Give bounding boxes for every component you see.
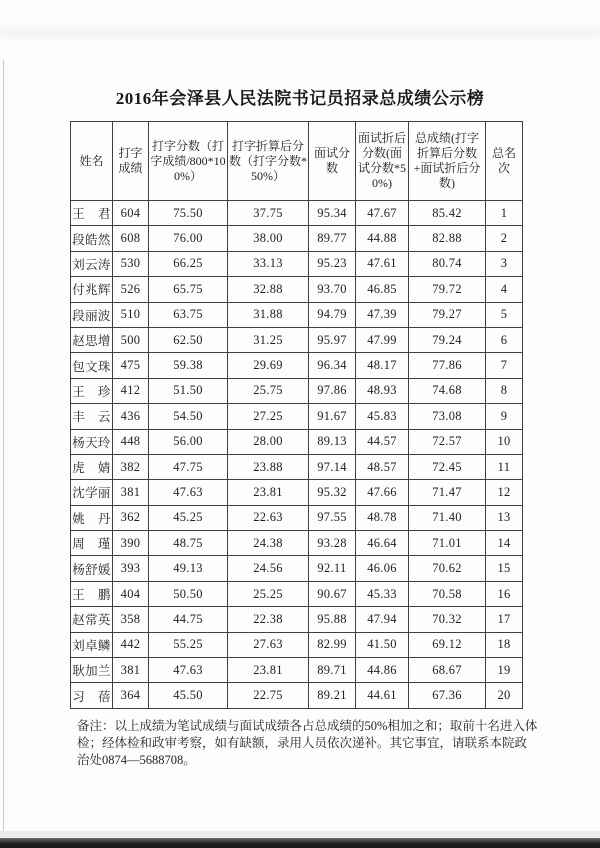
- table-cell: 79.27: [409, 302, 486, 327]
- table-cell: 89.21: [309, 683, 356, 708]
- table-cell: 24.56: [228, 556, 309, 581]
- table-cell: 530: [113, 251, 149, 276]
- table-cell: 37.75: [228, 201, 309, 226]
- table-cell: 71.01: [409, 531, 486, 556]
- table-cell: 382: [113, 454, 149, 479]
- table-cell: 381: [113, 658, 149, 683]
- table-row: [71, 226, 523, 251]
- table-cell: 22.75: [228, 683, 309, 708]
- table-cell: 付兆辉: [71, 277, 113, 302]
- table-cell: 8: [486, 378, 523, 403]
- table-cell: 82.99: [309, 632, 356, 657]
- table-cell: 63.75: [149, 302, 228, 327]
- note-line: 备注：以上成绩为笔试成绩与面试成绩各占总成绩的50%相加之和；取前十名进入体: [77, 719, 538, 733]
- table-cell: 32.88: [228, 277, 309, 302]
- results-table: [70, 121, 523, 709]
- table-row: [71, 581, 523, 606]
- column-header: 面试折后分数(面试分数*50%): [356, 122, 409, 201]
- table-cell: 王 珍: [71, 378, 113, 403]
- table-cell: 赵常英: [71, 607, 113, 632]
- table-cell: 381: [113, 480, 149, 505]
- table-cell: 75.50: [149, 201, 228, 226]
- table-cell: 604: [113, 201, 149, 226]
- table-cell: 6: [486, 327, 523, 352]
- table-cell: 66.25: [149, 251, 228, 276]
- table-cell: 96.34: [309, 353, 356, 378]
- table-cell: 68.67: [409, 658, 486, 683]
- table-cell: 23.88: [228, 454, 309, 479]
- table-cell: 24.38: [228, 531, 309, 556]
- table-cell: 74.68: [409, 378, 486, 403]
- table-cell: 9: [486, 404, 523, 429]
- table-cell: 包文珠: [71, 353, 113, 378]
- table-cell: 2: [486, 226, 523, 251]
- table-cell: 44.88: [356, 226, 409, 251]
- table-cell: 38.00: [228, 226, 309, 251]
- table-row: [71, 404, 523, 429]
- table-cell: 17: [486, 607, 523, 632]
- table-cell: 22.38: [228, 607, 309, 632]
- table-cell: 70.32: [409, 607, 486, 632]
- table-cell: 赵思增: [71, 327, 113, 352]
- column-header: 总名次: [486, 122, 523, 201]
- table-cell: 47.67: [356, 201, 409, 226]
- table-cell: 耿加兰: [71, 658, 113, 683]
- table-cell: 82.88: [409, 226, 486, 251]
- table-cell: 72.45: [409, 454, 486, 479]
- table-row: [71, 302, 523, 327]
- table-cell: 16: [486, 581, 523, 606]
- table-cell: 杨舒媛: [71, 556, 113, 581]
- table-row: [71, 201, 523, 226]
- table-cell: 47.39: [356, 302, 409, 327]
- table-cell: 54.50: [149, 404, 228, 429]
- table-cell: 393: [113, 556, 149, 581]
- table-cell: 46.06: [356, 556, 409, 581]
- table-cell: 王 鹏: [71, 581, 113, 606]
- table-cell: 73.08: [409, 404, 486, 429]
- table-row: [71, 327, 523, 352]
- table-cell: 436: [113, 404, 149, 429]
- table-cell: 97.14: [309, 454, 356, 479]
- table-row: [71, 378, 523, 403]
- scan-bottom-edge: [0, 838, 600, 848]
- table-cell: 段丽波: [71, 302, 113, 327]
- table-cell: 93.70: [309, 277, 356, 302]
- scan-left-edge-line: [3, 60, 4, 848]
- table-cell: 69.12: [409, 632, 486, 657]
- table-cell: 95.97: [309, 327, 356, 352]
- table-cell: 79.24: [409, 327, 486, 352]
- table-row: [71, 632, 523, 657]
- table-cell: 29.69: [228, 353, 309, 378]
- column-header: 姓名: [71, 122, 113, 201]
- table-row: [71, 505, 523, 530]
- table-cell: 45.25: [149, 505, 228, 530]
- table-cell: 95.88: [309, 607, 356, 632]
- table-cell: 364: [113, 683, 149, 708]
- table-cell: 沈学丽: [71, 480, 113, 505]
- column-header: 打字折算后分数（打字分数*50%）: [228, 122, 309, 201]
- table-cell: 76.00: [149, 226, 228, 251]
- table-row: [71, 480, 523, 505]
- column-header: 面试分数: [309, 122, 356, 201]
- note: [77, 718, 538, 769]
- table-cell: 28.00: [228, 429, 309, 454]
- table-cell: 刘卓鳞: [71, 632, 113, 657]
- table-cell: 67.36: [409, 683, 486, 708]
- table-cell: 442: [113, 632, 149, 657]
- table-cell: 89.77: [309, 226, 356, 251]
- table-cell: 79.72: [409, 277, 486, 302]
- table-row: [71, 683, 523, 708]
- table-row: [71, 658, 523, 683]
- table-cell: 49.13: [149, 556, 228, 581]
- table-row: [71, 251, 523, 276]
- table-cell: 44.86: [356, 658, 409, 683]
- table-cell: 48.78: [356, 505, 409, 530]
- table-cell: 89.13: [309, 429, 356, 454]
- column-header: 打字成绩: [113, 122, 149, 201]
- table-row: [71, 429, 523, 454]
- table-cell: 13: [486, 505, 523, 530]
- table-cell: 500: [113, 327, 149, 352]
- table-cell: 19: [486, 658, 523, 683]
- table-cell: 97.86: [309, 378, 356, 403]
- table-cell: 姚 丹: [71, 505, 113, 530]
- table-cell: 45.83: [356, 404, 409, 429]
- table-cell: 46.85: [356, 277, 409, 302]
- table-cell: 10: [486, 429, 523, 454]
- scan-bottom-strip: [0, 831, 600, 838]
- table-cell: 59.38: [149, 353, 228, 378]
- table-cell: 51.50: [149, 378, 228, 403]
- table-cell: 18: [486, 632, 523, 657]
- table-cell: 94.79: [309, 302, 356, 327]
- table-cell: 89.71: [309, 658, 356, 683]
- table-cell: 23.81: [228, 658, 309, 683]
- table-cell: 91.67: [309, 404, 356, 429]
- column-header: 打字分数（打字成绩/800*100%）: [149, 122, 228, 201]
- table-row: [71, 531, 523, 556]
- column-header: 总成绩(打字折算后分数+面试折后分数): [409, 122, 486, 201]
- table-cell: 362: [113, 505, 149, 530]
- table-cell: 47.94: [356, 607, 409, 632]
- table-cell: 70.58: [409, 581, 486, 606]
- table-cell: 周 瑾: [71, 531, 113, 556]
- table-cell: 27.63: [228, 632, 309, 657]
- table-cell: 12: [486, 480, 523, 505]
- table-cell: 390: [113, 531, 149, 556]
- table-cell: 45.50: [149, 683, 228, 708]
- table-cell: 62.50: [149, 327, 228, 352]
- table-cell: 1: [486, 201, 523, 226]
- table-cell: 48.17: [356, 353, 409, 378]
- table-cell: 27.25: [228, 404, 309, 429]
- table-cell: 5: [486, 302, 523, 327]
- scan-noise-band: [0, 26, 600, 39]
- table-cell: 虎 婧: [71, 454, 113, 479]
- table-cell: 72.57: [409, 429, 486, 454]
- table-cell: 41.50: [356, 632, 409, 657]
- table-cell: 25.25: [228, 581, 309, 606]
- table-cell: 杨天玲: [71, 429, 113, 454]
- table-cell: 77.86: [409, 353, 486, 378]
- table-cell: 王 君: [71, 201, 113, 226]
- document-title: 2016年会泽县人民法院书记员招录总成绩公示榜: [115, 89, 485, 108]
- note-line: 检；经体检和政审考察，如有缺额，录用人员依次递补。其它事宜，请联系本院政: [77, 736, 528, 750]
- table-cell: 11: [486, 454, 523, 479]
- table-cell: 85.42: [409, 201, 486, 226]
- table-cell: 71.40: [409, 505, 486, 530]
- table-cell: 4: [486, 277, 523, 302]
- table-cell: 44.61: [356, 683, 409, 708]
- header-row: [71, 122, 523, 201]
- table-cell: 475: [113, 353, 149, 378]
- table-cell: 23.81: [228, 480, 309, 505]
- table-cell: 47.63: [149, 480, 228, 505]
- table-cell: 7: [486, 353, 523, 378]
- table-cell: 47.66: [356, 480, 409, 505]
- table-cell: 15: [486, 556, 523, 581]
- table-cell: 习 蓓: [71, 683, 113, 708]
- table-cell: 25.75: [228, 378, 309, 403]
- table-cell: 80.74: [409, 251, 486, 276]
- table-cell: 412: [113, 378, 149, 403]
- table-row: [71, 454, 523, 479]
- table-cell: 47.61: [356, 251, 409, 276]
- table-cell: 47.75: [149, 454, 228, 479]
- table-cell: 47.63: [149, 658, 228, 683]
- table-cell: 65.75: [149, 277, 228, 302]
- table-row: [71, 607, 523, 632]
- table-cell: 50.50: [149, 581, 228, 606]
- note-line: 治处0874—5688708。: [77, 753, 196, 767]
- table-cell: 段皓然: [71, 226, 113, 251]
- table-cell: 3: [486, 251, 523, 276]
- table-cell: 70.62: [409, 556, 486, 581]
- table-cell: 95.34: [309, 201, 356, 226]
- table-cell: 14: [486, 531, 523, 556]
- table-cell: 510: [113, 302, 149, 327]
- table-cell: 71.47: [409, 480, 486, 505]
- table-body: [71, 201, 523, 709]
- table-cell: 48.93: [356, 378, 409, 403]
- table-cell: 47.99: [356, 327, 409, 352]
- table-cell: 31.88: [228, 302, 309, 327]
- table-cell: 93.28: [309, 531, 356, 556]
- table-cell: 90.67: [309, 581, 356, 606]
- table-cell: 92.11: [309, 556, 356, 581]
- table-cell: 20: [486, 683, 523, 708]
- table-cell: 33.13: [228, 251, 309, 276]
- table-cell: 31.25: [228, 327, 309, 352]
- table-cell: 丰 云: [71, 404, 113, 429]
- table-cell: 44.75: [149, 607, 228, 632]
- table-cell: 526: [113, 277, 149, 302]
- table-row: [71, 353, 523, 378]
- table-cell: 404: [113, 581, 149, 606]
- table-cell: 48.57: [356, 454, 409, 479]
- table-cell: 55.25: [149, 632, 228, 657]
- table-cell: 46.64: [356, 531, 409, 556]
- table-cell: 358: [113, 607, 149, 632]
- table-cell: 45.33: [356, 581, 409, 606]
- table-cell: 95.23: [309, 251, 356, 276]
- table-row: [71, 277, 523, 302]
- table-cell: 608: [113, 226, 149, 251]
- table-cell: 56.00: [149, 429, 228, 454]
- table-cell: 95.32: [309, 480, 356, 505]
- table-cell: 刘云涛: [71, 251, 113, 276]
- table-cell: 48.75: [149, 531, 228, 556]
- table-row: [71, 556, 523, 581]
- table-cell: 97.55: [309, 505, 356, 530]
- table-cell: 44.57: [356, 429, 409, 454]
- table-cell: 448: [113, 429, 149, 454]
- table-cell: 22.63: [228, 505, 309, 530]
